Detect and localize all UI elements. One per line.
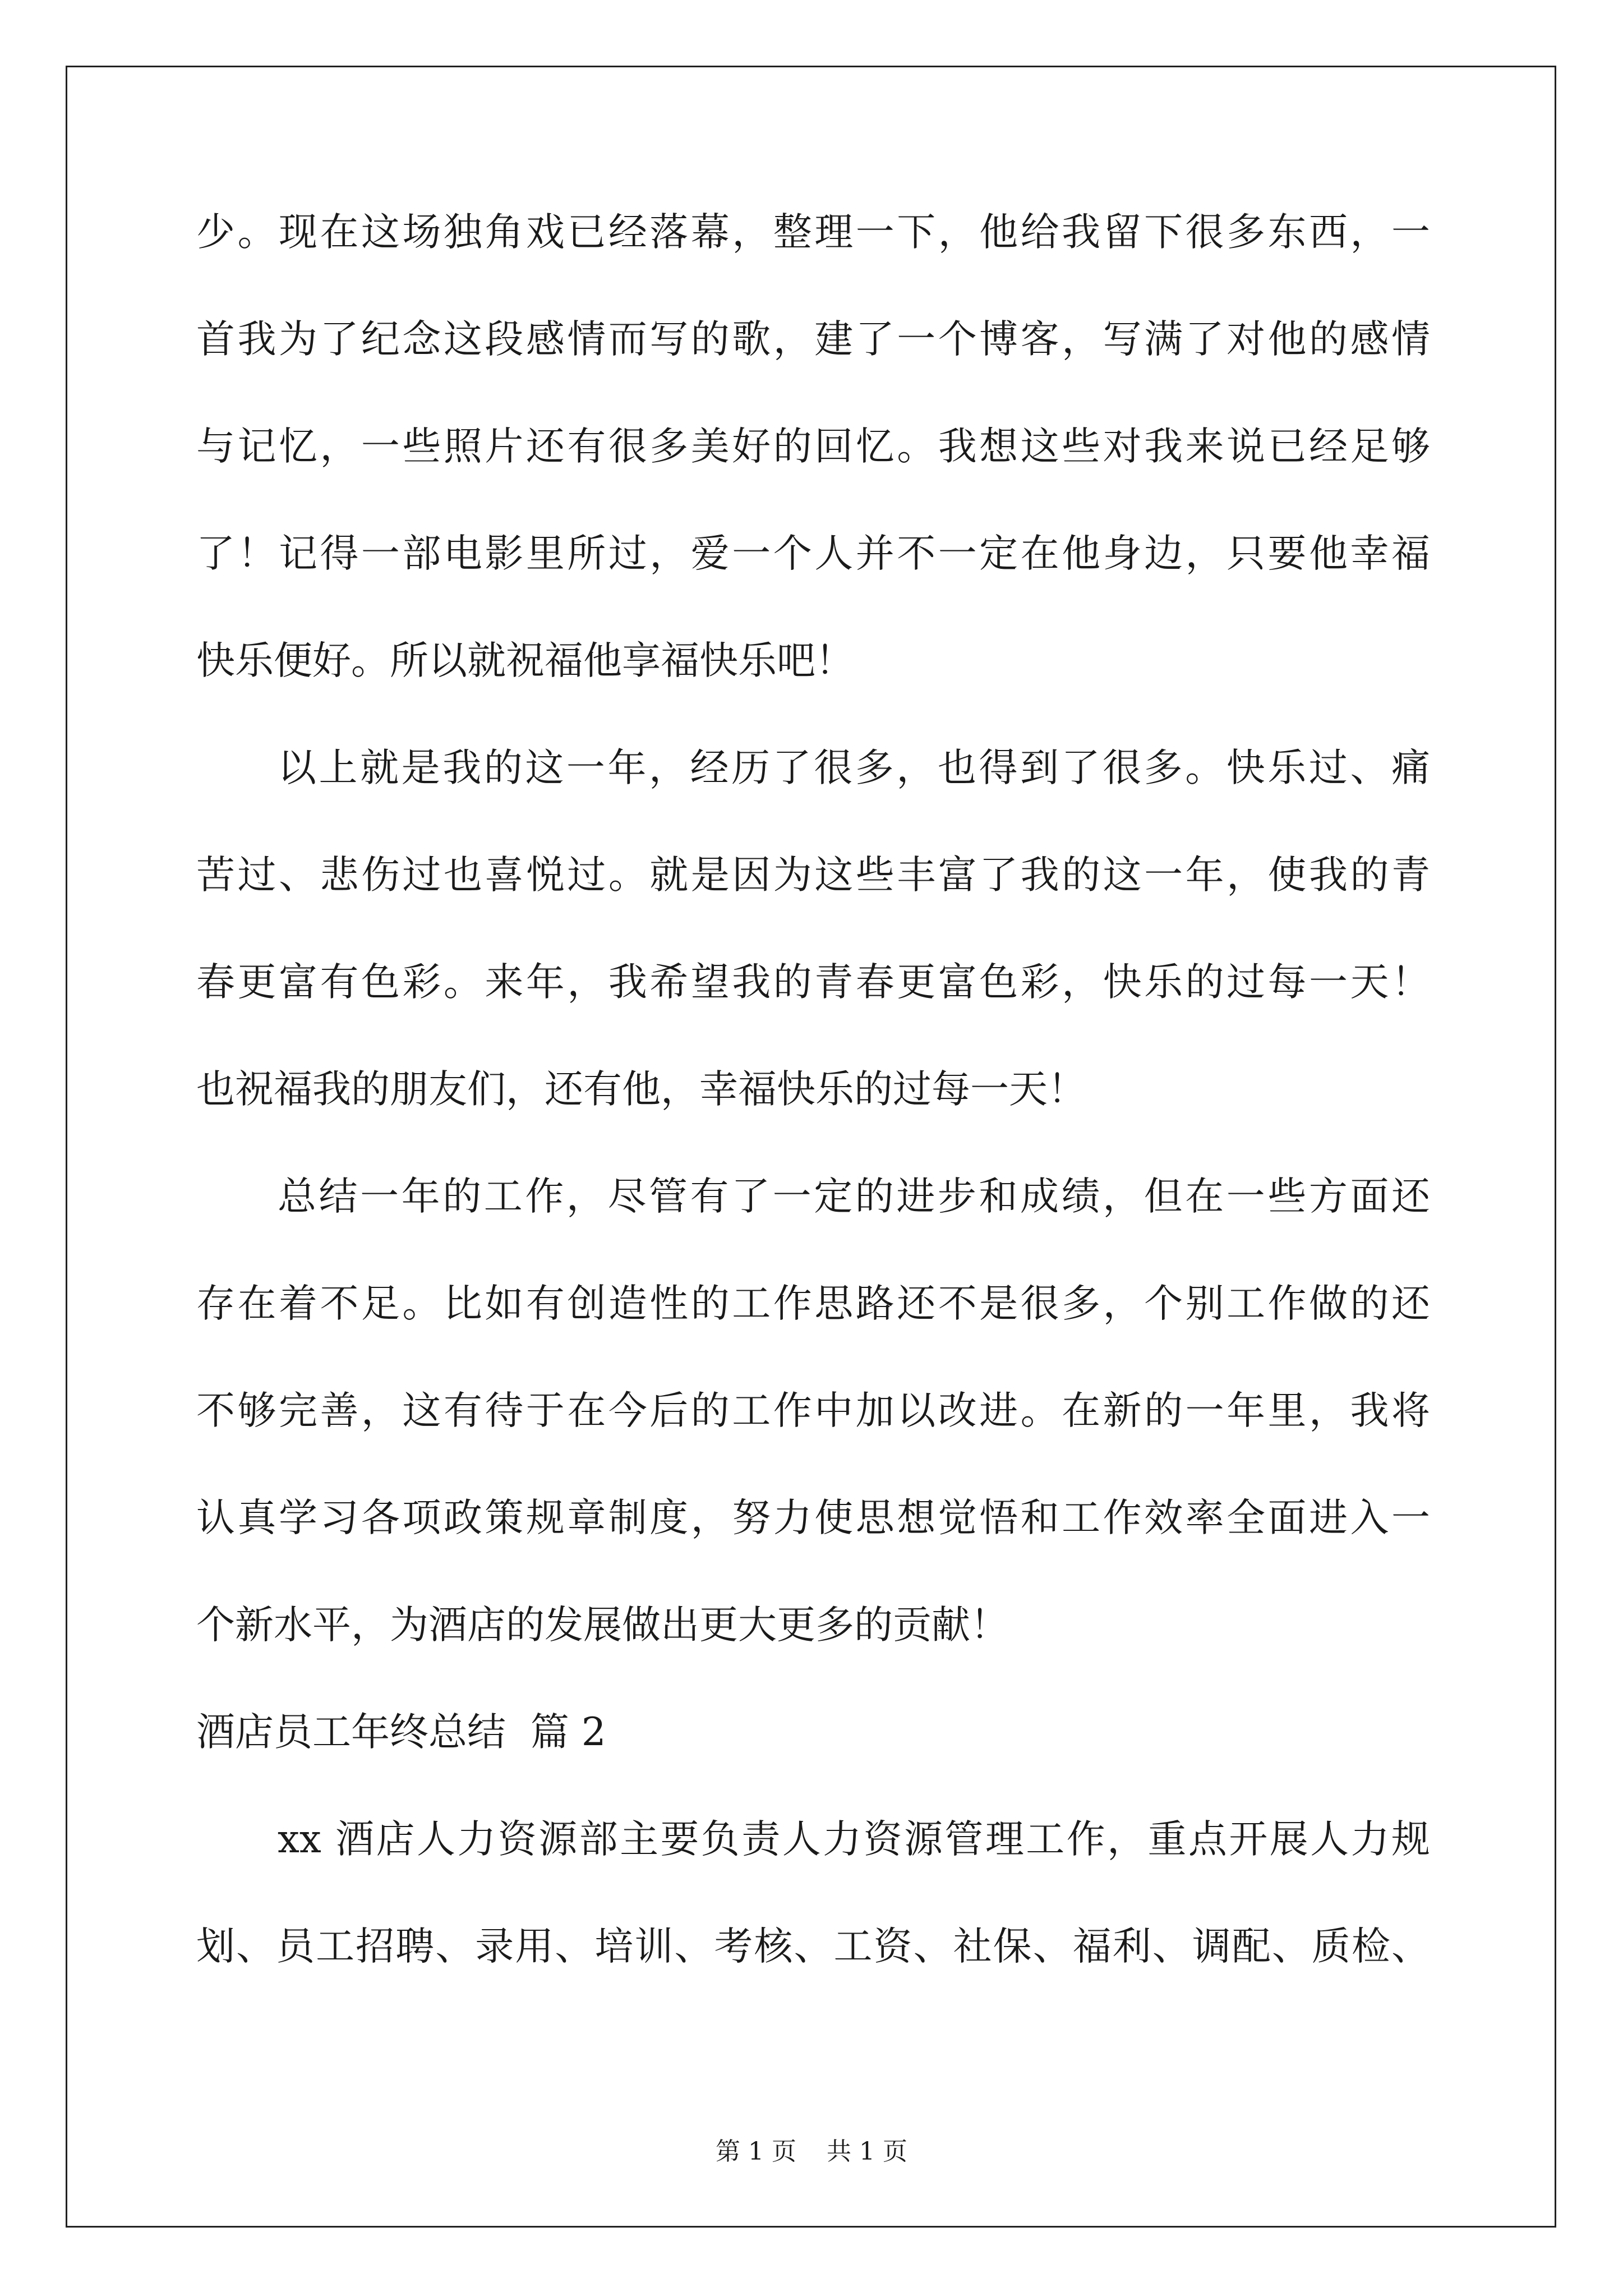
text-line: 存在着不足。比如有创造性的工作思路还不是很多，个别工作做的还 bbox=[196, 1281, 1430, 1326]
section-heading: 酒店员工年终总结 篇 2 bbox=[196, 1710, 606, 1755]
text-line: 以上就是我的这一年，经历了很多，也得到了很多。快乐过、痛 bbox=[278, 746, 1430, 790]
document-body bbox=[196, 210, 1430, 2035]
text-line: 不够完善，这有待于在今后的工作中加以改进。在新的一年里，我将 bbox=[196, 1388, 1430, 1433]
text-line: xx 酒店人力资源部主要负责人力资源管理工作，重点开展人力规 bbox=[278, 1817, 1430, 1862]
page-number-current: 第 1 页 bbox=[716, 2137, 796, 2166]
text-line: 首我为了纪念这段感情而写的歌，建了一个博客，写满了对他的感情 bbox=[196, 317, 1430, 362]
paragraph-1 bbox=[196, 210, 1430, 683]
text-line: 认真学习各项政策规章制度，努力使思想觉悟和工作效率全面进入一 bbox=[196, 1496, 1430, 1540]
paragraph-2 bbox=[196, 746, 1430, 1112]
text-line: 也祝福我的朋友们，还有他，幸福快乐的过每一天！ bbox=[196, 1067, 1086, 1112]
text-line: 快乐便好。所以就祝福他享福快乐吧！ bbox=[196, 638, 854, 683]
text-line: 个新水平，为酒店的发展做出更大更多的贡献！ bbox=[196, 1603, 1009, 1648]
text-line: 总结一年的工作，尽管有了一定的进步和成绩，但在一些方面还 bbox=[278, 1174, 1430, 1219]
text-line: 苦过、悲伤过也喜悦过。就是因为这些丰富了我的这一年，使我的青 bbox=[196, 853, 1430, 898]
page-footer bbox=[0, 2139, 1623, 2164]
text-line: 与记忆，一些照片还有很多美好的回忆。我想这些对我来说已经足够 bbox=[196, 424, 1430, 469]
paragraph-4 bbox=[196, 1817, 1430, 1969]
text-line: 春更富有色彩。来年，我希望我的青春更富色彩，快乐的过每一天！ bbox=[196, 960, 1430, 1005]
page-number-total: 共 1 页 bbox=[827, 2137, 907, 2166]
text-line: 少。现在这场独角戏已经落幕，整理一下，他给我留下很多东西，一 bbox=[196, 210, 1430, 255]
text-line: 了！记得一部电影里所过，爱一个人并不一定在他身边，只要他幸福 bbox=[196, 531, 1430, 576]
text-line: 划、员工招聘、录用、培训、考核、工资、社保、福利、调配、质检、 bbox=[196, 1924, 1430, 1969]
paragraph-3 bbox=[196, 1174, 1430, 1648]
